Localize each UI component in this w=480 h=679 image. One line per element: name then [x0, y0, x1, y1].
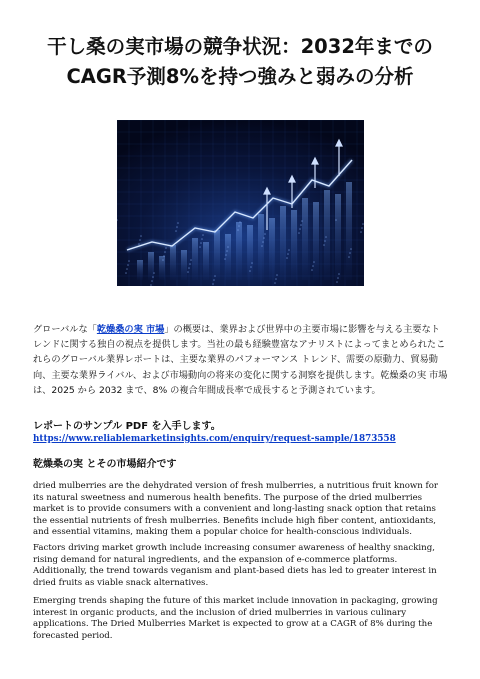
- body-paragraph-definition: dried mulberries are the dehydrated version of fresh mulberries, a nutritious fruit known for its natural sweetness and numerous health benefits. The purpose of the dried mulberries market is to provide consumers with a convenient and long-lasting snack option that retains the essential nutrients of fresh mulberries. Benefits include high fiber content, antioxidants, and essential vitamins, making them a popular choice for health-conscious individuals.: [33, 481, 438, 538]
- sparkle-dot: [312, 265, 314, 267]
- sparkle-dot: [299, 228, 301, 230]
- background-bar: [280, 206, 286, 280]
- sparkle-dot: [213, 279, 215, 281]
- sparkle-dot: [200, 242, 202, 244]
- sparkle-dot: [127, 264, 129, 266]
- sparkle-dot: [165, 247, 167, 249]
- background-bar: [192, 238, 198, 280]
- background-bar: [269, 218, 275, 280]
- sparkle-dot: [338, 273, 340, 275]
- sparkle-dot: [276, 274, 278, 276]
- sparkle-dot: [202, 234, 204, 236]
- sparkle-dot: [263, 237, 265, 239]
- intro-paragraph: [33, 322, 448, 398]
- sparkle-dot: [349, 252, 351, 254]
- background-bar: [313, 202, 319, 280]
- background-bar: [225, 234, 231, 280]
- background-bar: [291, 210, 297, 280]
- sparkle-dot: [190, 259, 192, 261]
- sparkle-dot: [189, 263, 191, 265]
- sparkle-dot: [239, 221, 241, 223]
- sparkle-dot: [188, 267, 190, 269]
- sparkle-dot: [300, 224, 302, 226]
- sparkle-dot: [301, 220, 303, 222]
- sparkle-dot: [150, 284, 152, 286]
- background-bar: [258, 214, 264, 280]
- sparkle-dot: [288, 249, 290, 251]
- sparkle-dot: [350, 248, 352, 250]
- sparkle-dot: [175, 230, 177, 232]
- sparkle-dot: [261, 245, 263, 247]
- sparkle-dot: [225, 254, 227, 256]
- background-bar: [181, 250, 187, 280]
- sparkle-dot: [250, 266, 252, 268]
- sparkle-dot: [226, 250, 228, 252]
- background-bar: [170, 245, 176, 280]
- sparkle-dot: [313, 261, 315, 263]
- sparkle-dot: [325, 236, 327, 238]
- sparkle-dot: [153, 272, 155, 274]
- page-title: 干し桑の実市場の競争状況：2032年までのCAGR予測8%を持つ強みと弱みの分析: [47, 35, 433, 88]
- background-bar: [335, 194, 341, 280]
- sparkle-dot: [324, 240, 326, 242]
- sparkle-dot: [286, 257, 288, 259]
- intro-text-after: 」の概要は、業界および世界中の主要市場に影響を与える主要なトレンドに関する独自の視点を提供します。当社の最も経験豊富なアナリストによってまとめられたこれらのグローバル業界レポートは、主要な業界のパフォーマンス トレンド、需要の原動力、貿易動向、主要な業界ライバル、および市場動向の将来の変化に関する洞察を提供します。乾燥桑の実 市場は、2025 から 2032 まで、8% の複合年間成長率で成長すると予測されています。: [33, 324, 448, 396]
- background-bar: [236, 222, 242, 280]
- sparkle-dot: [227, 246, 229, 248]
- sparkle-dot: [212, 283, 214, 285]
- background-bar: [203, 242, 209, 280]
- background-bar: [159, 256, 165, 280]
- background-bar: [302, 198, 308, 280]
- sparkle-dot: [125, 272, 127, 274]
- sparkle-dot: [140, 235, 142, 237]
- background-bar: [324, 190, 330, 280]
- sparkle-dot: [187, 271, 189, 273]
- sparkle-dot: [362, 223, 364, 225]
- background-bar: [137, 260, 143, 280]
- sparkle-dot: [262, 241, 264, 243]
- sparkle-dot: [264, 233, 266, 235]
- sparkle-dot: [163, 255, 165, 257]
- sparkle-dot: [224, 258, 226, 260]
- sparkle-dot: [214, 275, 216, 277]
- sparkle-dot: [151, 280, 153, 282]
- sparkle-dot: [201, 238, 203, 240]
- sparkle-dot: [323, 244, 325, 246]
- sparkle-dot: [337, 277, 339, 279]
- sparkle-dot: [336, 281, 338, 283]
- background-bar: [148, 252, 154, 280]
- sparkle-dot: [348, 256, 350, 258]
- sparkle-dot: [298, 232, 300, 234]
- sparkle-dot: [274, 282, 276, 284]
- sparkle-dot: [128, 260, 130, 262]
- growth-chart-illustration: [117, 120, 364, 286]
- sparkle-dot: [238, 225, 240, 227]
- hero-image: [117, 120, 364, 286]
- sparkle-dot: [251, 262, 253, 264]
- sparkle-dot: [275, 278, 277, 280]
- sparkle-dot: [176, 226, 178, 228]
- body-paragraph-trends: Emerging trends shaping the future of this market include innovation in packaging, growing interest in organic products, and the inclusion of dried mulberries in various culinary applications. The Dried Mulberries Market is expected to grow at a CAGR of 8% during the forecasted period.: [33, 596, 438, 641]
- sparkle-dot: [199, 246, 201, 248]
- background-bar: [214, 230, 220, 280]
- sparkle-dot: [152, 276, 154, 278]
- market-intro-heading: 乾燥桑の実 とその市場紹介です: [33, 459, 177, 470]
- sparkle-dot: [237, 229, 239, 231]
- body-paragraph-drivers: Factors driving market growth include increasing consumer awareness of healthy snacking, rising demand for natural ingredients, and the expansion of e-commerce platforms. Additionally, the trend towards veganism and plant-based diets has led to greater interest in dried fruits as viable snack alternatives.: [33, 543, 437, 588]
- sparkle-dot: [139, 239, 141, 241]
- sparkle-dot: [164, 251, 166, 253]
- sparkle-dot: [249, 270, 251, 272]
- sparkle-dot: [335, 219, 337, 221]
- sparkle-dot: [126, 268, 128, 270]
- market-keyword-link[interactable]: 乾燥桑の実 市場: [96, 324, 165, 335]
- sparkle-dot: [311, 269, 313, 271]
- sparkle-dot: [360, 231, 362, 233]
- intro-text-before: グローバルな「: [33, 324, 97, 335]
- sparkle-dot: [162, 259, 164, 261]
- sparkle-dot: [361, 227, 363, 229]
- sample-request-link[interactable]: https://www.reliablemarketinsights.com/enquiry/request-sample/1873558: [33, 434, 396, 444]
- background-bar: [346, 182, 352, 280]
- sparkle-dot: [177, 222, 179, 224]
- sparkle-dot: [287, 253, 289, 255]
- sample-pdf-heading: レポートのサンプル PDF を入手します。: [33, 421, 221, 432]
